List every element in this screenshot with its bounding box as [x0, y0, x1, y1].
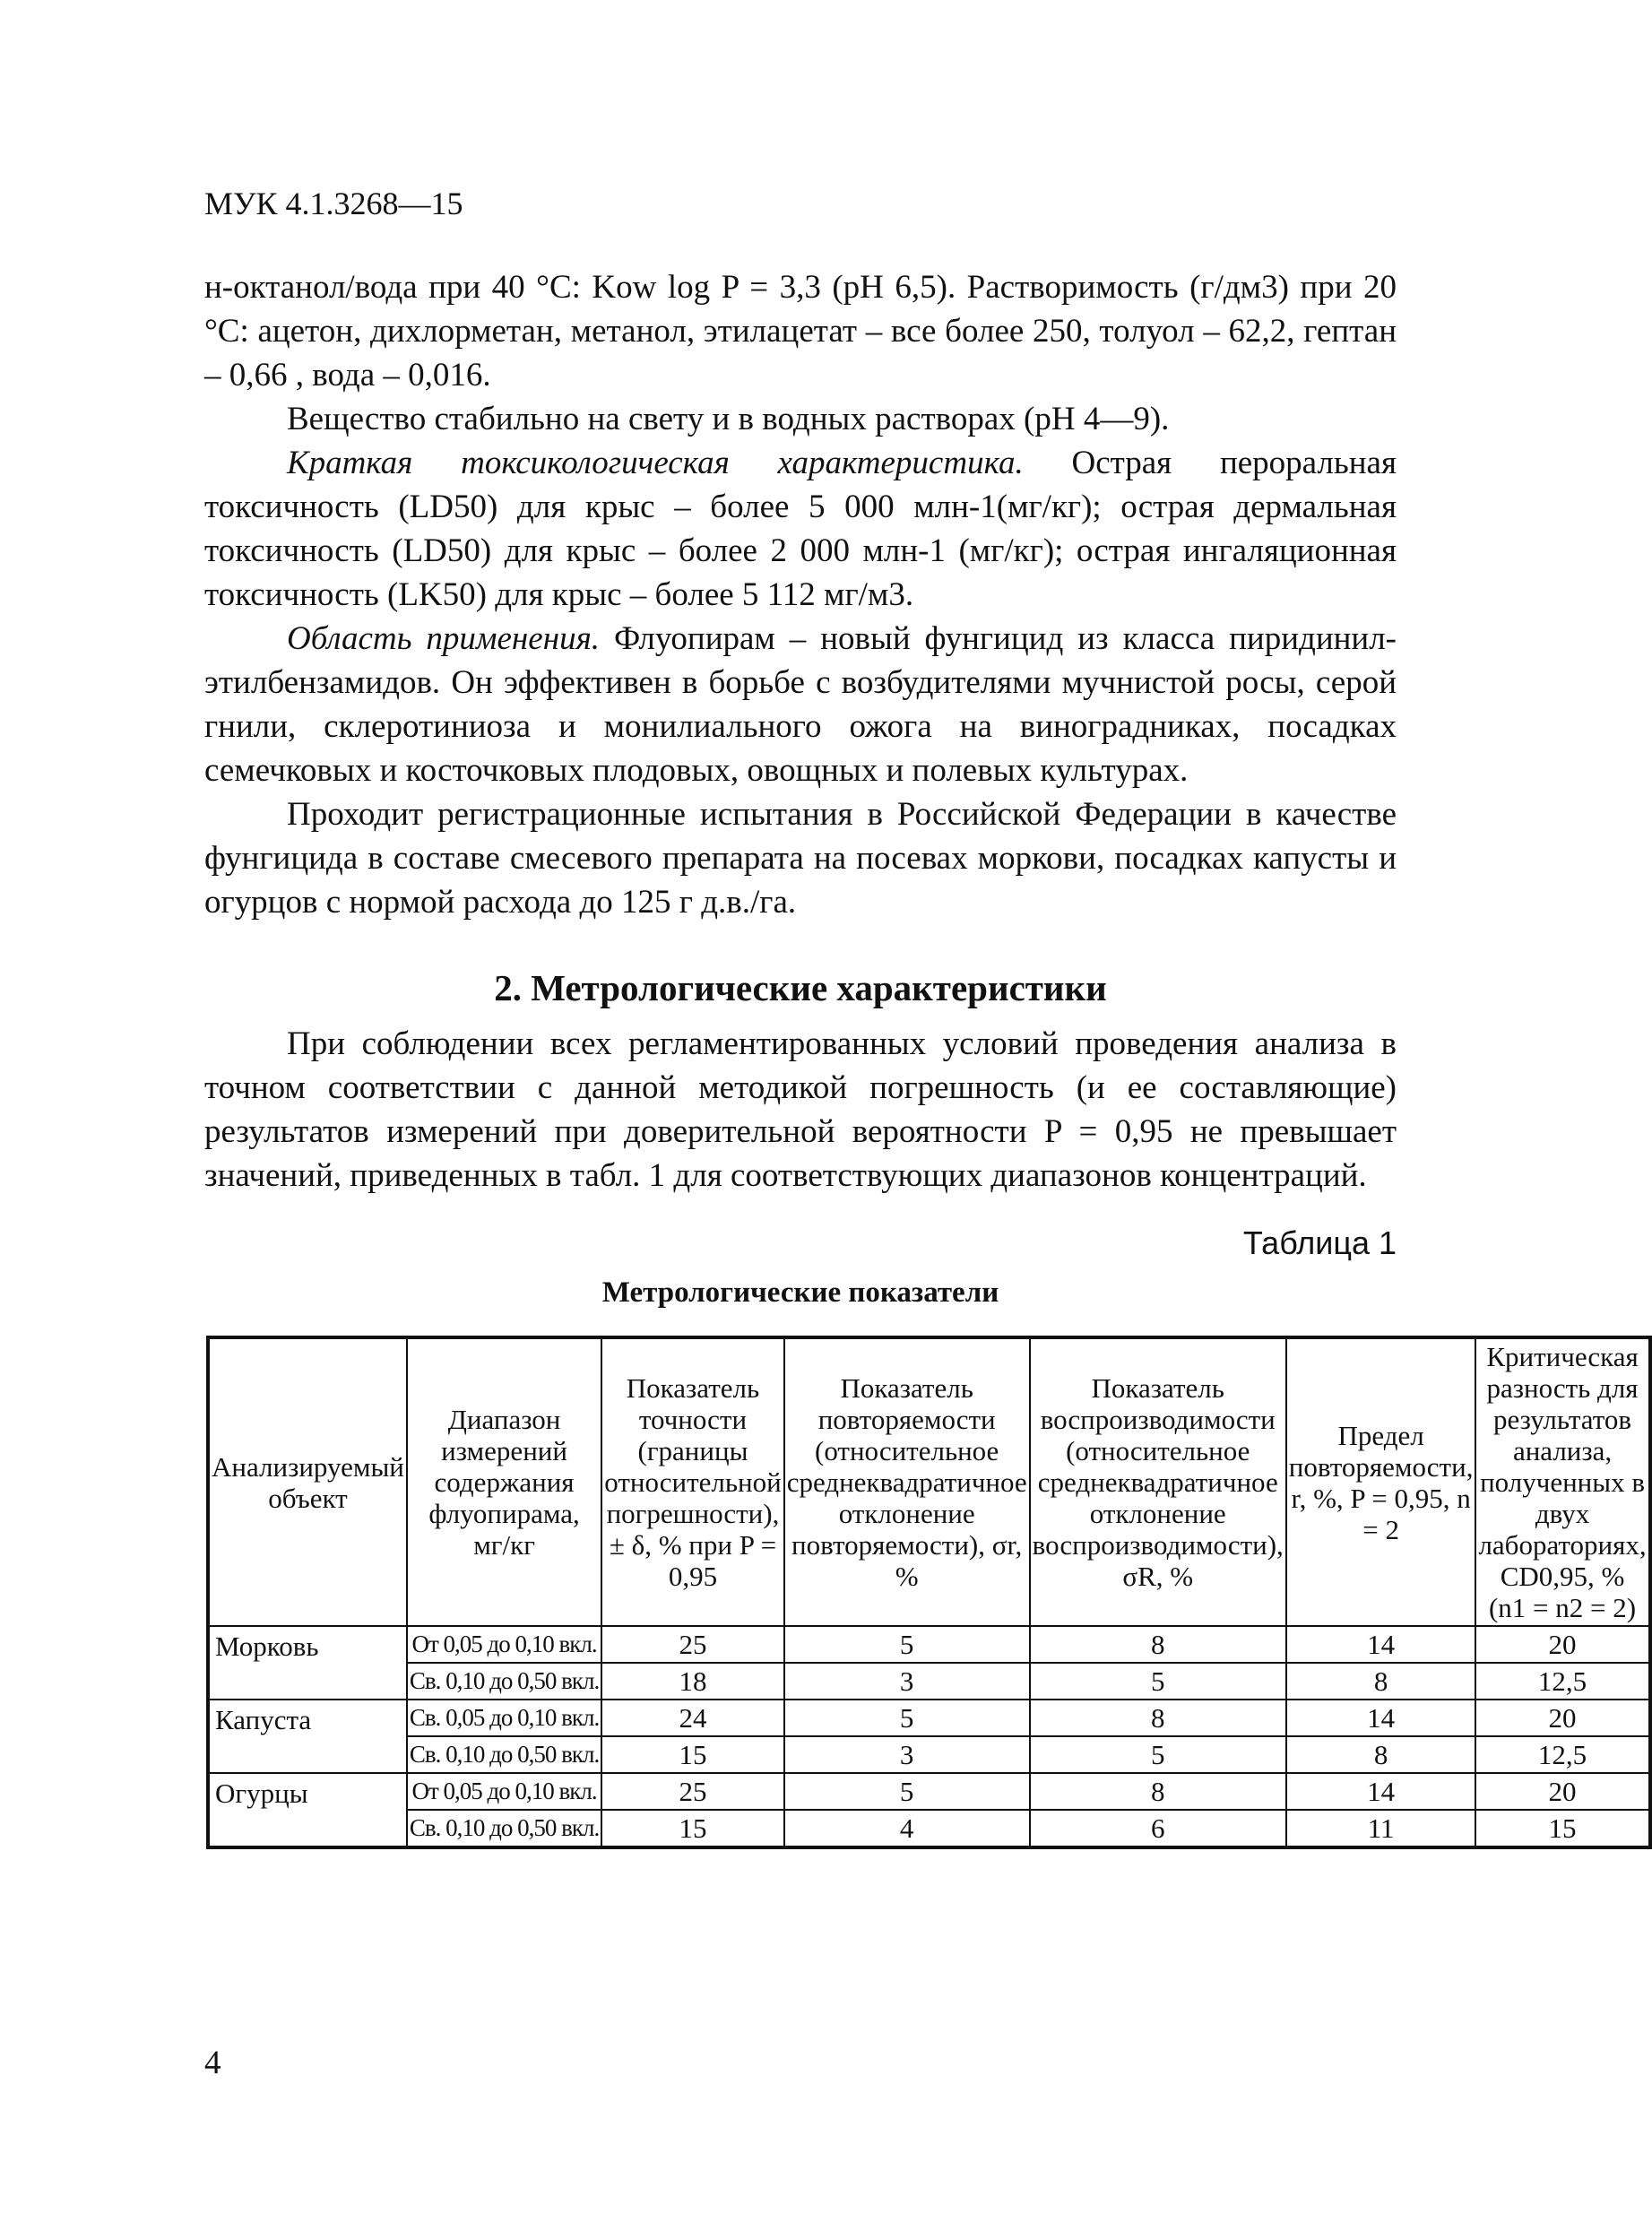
range-cell: Св. 0,10 до 0,50 вкл. — [407, 1663, 601, 1700]
range-cell: От 0,05 до 0,10 вкл. — [407, 1626, 601, 1663]
range-cell: Св. 0,05 до 0,10 вкл. — [407, 1700, 601, 1736]
repeatability-cell: 4 — [784, 1810, 1030, 1847]
document-header: МУК 4.1.3268—15 — [204, 186, 463, 221]
solubility-paragraph: н-октанол/вода при 40 °С: Kow log P = 3,3 (pH 6,5). Растворимость (г/дм3) при 20 °С: ацетон, дихлорметан, метанол, этилацетат – все более 250, толуол – 62,2, гептан – 0,66 , вода – 0,016. — [204, 269, 1397, 394]
object-cell: Огурцы — [208, 1773, 407, 1847]
accuracy-cell: 15 — [601, 1736, 783, 1773]
metrology-paragraph: При соблюдении всех регламентированных условий проведения анализа в точном соответствии с данной методикой погрешность (и ее составляющие) результатов измерений при доверительной вероятности P = 0,95 не превышает значений, приведенных в табл. 1 для соответствующих диапазонов концентраций. — [204, 1025, 1397, 1194]
reproducibility-cell: 8 — [1030, 1773, 1286, 1810]
critical-difference-cell: 20 — [1475, 1626, 1649, 1663]
repeatability-limit-cell: 14 — [1286, 1773, 1476, 1810]
application-paragraph — [204, 617, 1397, 792]
repeatability-cell: 5 — [784, 1700, 1030, 1736]
col-header-range: Диапазон измерений содержания флуопирама, мг/кг — [407, 1337, 601, 1626]
accuracy-cell: 25 — [601, 1626, 783, 1663]
col-header-repeatability: Показатель повторяемости (относительное среднеквадратичное отклонение повторяемости), σr, % — [784, 1337, 1030, 1626]
col-header-critical-difference: Критическая разность для результатов анализа, полученных в двух лабораториях, CD0,95, % (n1 = n2 = 2) — [1475, 1337, 1649, 1626]
registration-paragraph: Проходит регистрационные испытания в Российской Федерации в качестве фунгицида в составе смесевого препарата на посевах моркови, посадках капусты и огурцов с нормой расхода до 125 г д.в./га. — [204, 796, 1397, 921]
table-header-row — [208, 1337, 1650, 1626]
range-cell: Св. 0,10 до 0,50 вкл. — [407, 1810, 601, 1847]
reproducibility-cell: 8 — [1030, 1626, 1286, 1663]
col-header-accuracy: Показатель точности (границы относительной погрешности), ± δ, % при P = 0,95 — [601, 1337, 783, 1626]
critical-difference-cell: 12,5 — [1475, 1663, 1649, 1700]
table-row — [208, 1773, 1650, 1810]
accuracy-cell: 18 — [601, 1663, 783, 1700]
repeatability-limit-cell: 14 — [1286, 1700, 1476, 1736]
toxicology-paragraph — [204, 441, 1397, 617]
reproducibility-cell: 8 — [1030, 1700, 1286, 1736]
table-caption: Метрологические показатели — [601, 1276, 999, 1309]
accuracy-cell: 15 — [601, 1810, 783, 1847]
table-row — [208, 1626, 1650, 1663]
col-header-object: Анализируемый объект — [208, 1337, 407, 1626]
toxicology-lead: Краткая токсикологическая характеристика. — [287, 445, 1024, 481]
stability-paragraph: Вещество стабильно на свету и в водных растворах (pH 4—9). — [287, 401, 1170, 437]
critical-difference-cell: 20 — [1475, 1773, 1649, 1810]
object-cell: Капуста — [208, 1700, 407, 1773]
repeatability-cell: 5 — [784, 1773, 1030, 1810]
body-text-block-1 — [204, 265, 1397, 924]
repeatability-cell: 3 — [784, 1663, 1030, 1700]
repeatability-limit-cell: 8 — [1286, 1736, 1476, 1773]
reproducibility-cell: 5 — [1030, 1663, 1286, 1700]
table-row — [208, 1663, 1650, 1700]
repeatability-limit-cell: 11 — [1286, 1810, 1476, 1847]
application-text: Флуопирам – новый фунгицид из класса пиридинил-этилбензамидов. Он эффективен в борьбе с возбудителями мучнистой росы, серой гнили, склеротиниоза и монилиального ожога на виноградниках, посадках семечковых и косточковых плодовых, овощных и полевых культурах. — [204, 620, 1397, 789]
critical-difference-cell: 15 — [1475, 1810, 1649, 1847]
table-row — [208, 1736, 1650, 1773]
repeatability-limit-cell: 14 — [1286, 1626, 1476, 1663]
range-cell: Св. 0,10 до 0,50 вкл. — [407, 1736, 601, 1773]
table-row — [208, 1700, 1650, 1736]
col-header-repeatability-limit: Предел повторяемости, r, %, P = 0,95, n = 2 — [1286, 1337, 1476, 1626]
critical-difference-cell: 12,5 — [1475, 1736, 1649, 1773]
metrology-table — [206, 1336, 1652, 1849]
body-text-block-2 — [204, 1022, 1397, 1198]
repeatability-cell: 5 — [784, 1626, 1030, 1663]
range-cell: От 0,05 до 0,10 вкл. — [407, 1773, 601, 1810]
reproducibility-cell: 5 — [1030, 1736, 1286, 1773]
page-number: 4 — [204, 2045, 221, 2081]
repeatability-limit-cell: 8 — [1286, 1663, 1476, 1700]
accuracy-cell: 24 — [601, 1700, 783, 1736]
table-label: Таблица 1 — [1242, 1224, 1397, 1261]
repeatability-cell: 3 — [784, 1736, 1030, 1773]
critical-difference-cell: 20 — [1475, 1700, 1649, 1736]
col-header-reproducibility: Показатель воспроизводимости (относительное среднеквадратичное отклонение воспроизводимости), σR, % — [1030, 1337, 1286, 1626]
application-lead: Область применения. — [287, 620, 601, 657]
reproducibility-cell: 6 — [1030, 1810, 1286, 1847]
toxicology-text: Острая пероральная токсичность (LD50) для крыс – более 5 000 млн-1(мг/кг); острая дермальная токсичность (LD50) для крыс – более 2 000 млн-1 (мг/кг); острая ингаляционная токсичность (LK50) для крыс – более 5 112 мг/м3. — [204, 445, 1397, 613]
section-title: 2. Метрологические характеристики — [494, 967, 1107, 1008]
table-row — [208, 1810, 1650, 1847]
accuracy-cell: 25 — [601, 1773, 783, 1810]
object-cell: Морковь — [208, 1626, 407, 1700]
